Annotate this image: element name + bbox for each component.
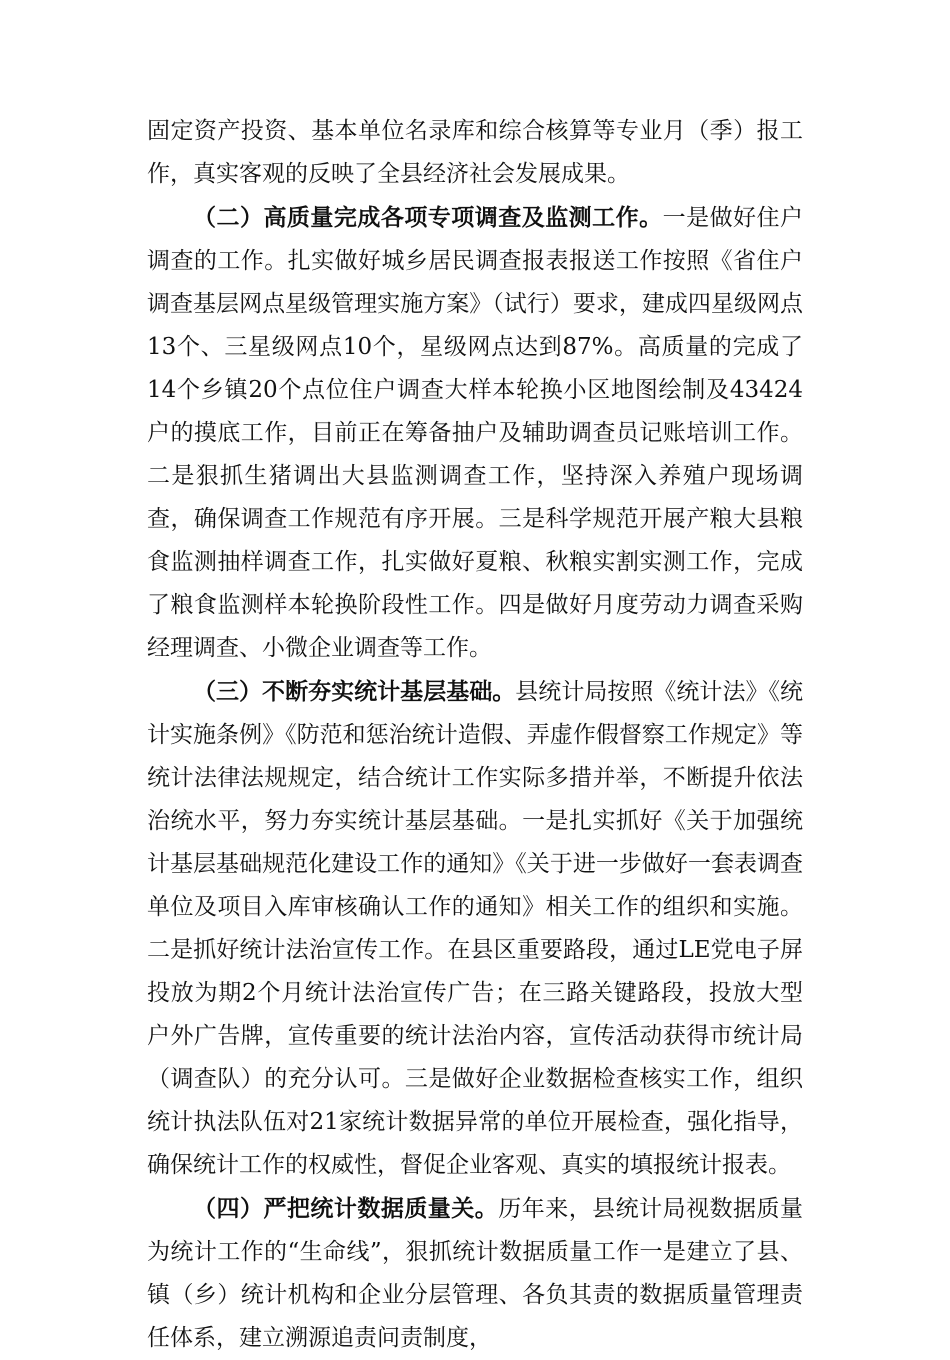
paragraph-2 [147,196,803,670]
paragraph-1 [147,110,803,196]
paragraph-1-text: 固定资产投资、基本单位名录库和综合核算等专业月（季）报工作，真实客观的反映了全县经济社会发展成果。 [147,118,803,187]
document-page [147,110,803,1360]
paragraph-3-text: 县统计局按照《统计法》《统计实施条例》《防范和惩治统计造假、弄虚作假督察工作规定》等统计法律法规规定，结合统计工作实际多措并举，不断提升依法治统水平，努力夯实统计基层基础。一是扎实抓好《关于加强统计基层基础规范化建设工作的通知》《关于进一步做好一套表调查单位及项目入库审核确认工作的通知》相关工作的组织和实施。二是抓好统计法治宣传工作。在县区重要路段，通过LE党电子屏投放为期2个月统计法治宣传广告；在三路关键路段，投放大型户外广告牌，宣传重要的统计法治内容，宣传活动获得市统计局（调查队）的充分认可。三是做好企业数据检查核实工作，组织统计执法队伍对21家统计数据异常的单位开展检查，强化指导，确保统计工作的权威性，督促企业客观、真实的填报统计报表。 [147,679,804,1178]
paragraph-3 [147,670,803,1187]
paragraph-2-text: 一是做好住户调查的工作。扎实做好城乡居民调查报表报送工作按照《省住户调查基层网点星级管理实施方案》（试行）要求，建成四星级网点13个、三星级网点10个，星级网点达到87%。高质量的完成了14个乡镇20个点位住户调查大样本轮换小区地图绘制及43424户的摸底工作，目前正在筹备抽户及辅助调查员记账培训工作。二是狠抓生猪调出大县监测调查工作，坚持深入养殖户现场调查，确保调查工作规范有序开展。三是科学规范开展产粮大县粮食监测抽样调查工作，扎实做好夏粮、秋粮实割实测工作，完成了粮食监测样本轮换阶段性工作。四是做好月度劳动力调查采购经理调查、小微企业调查等工作。 [147,205,804,661]
section-4-heading: （四）严把统计数据质量关。 [193,1195,499,1222]
section-2-heading: （二）高质量完成各项专项调查及监测工作。 [193,204,663,231]
section-3-heading: （三）不断夯实统计基层基础。 [193,678,516,705]
paragraph-4-text: 历年来，县统计局视数据质量为统计工作的“生命线”，狠抓统计数据质量工作一是建立了县、镇（乡）统计机构和企业分层管理、各负其责的数据质量管理责任体系，建立溯源追责问责制度， [147,1196,804,1351]
paragraph-4 [147,1187,803,1360]
